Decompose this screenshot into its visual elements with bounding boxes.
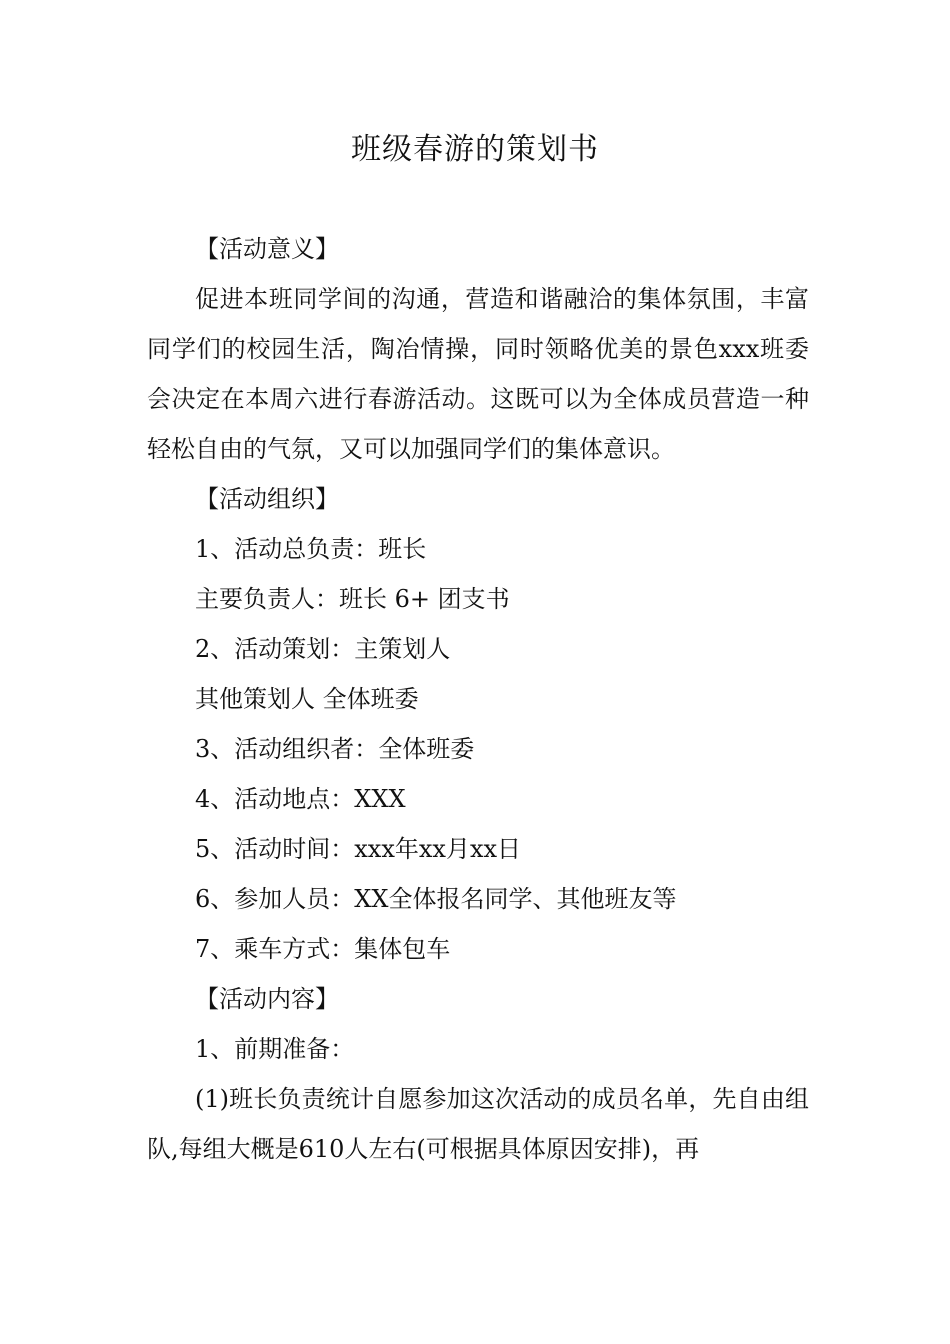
section-heading-content: 【活动内容】 xyxy=(195,985,339,1013)
organization-item: 4、活动地点：XXX xyxy=(195,785,406,813)
organization-item: 3、活动组织者：全体班委 xyxy=(195,735,475,763)
meaning-paragraph: 促进本班同学间的沟通，营造和谐融洽的集体氛围，丰富同学们的校园生活，陶冶情操，同时领略优美的景色xxx班委会决定在本周六进行春游活动。这既可以为全体成员营造一种轻松自由的气氛，又可以加强同学们的集体意识。 xyxy=(147,285,809,463)
organization-item: 5、活动时间：xxx年xx月xx日 xyxy=(195,835,522,863)
organization-item: 主要负责人：班长 6+ 团支书 xyxy=(195,585,510,613)
organization-item: 其他策划人 全体班委 xyxy=(195,685,419,713)
content-paragraph: (1)班长负责统计自愿参加这次活动的成员名单，先自由组队,每组大概是610人左右(可根据具体原因安排)，再 xyxy=(147,1085,809,1163)
content-item: 1、前期准备： xyxy=(195,1035,355,1063)
organization-item: 7、乘车方式：集体包车 xyxy=(195,935,451,963)
document-title: 班级春游的策划书 xyxy=(351,132,599,167)
organization-item: 2、活动策划：主策划人 xyxy=(195,635,451,663)
section-heading-organization: 【活动组织】 xyxy=(195,485,339,513)
document-body xyxy=(147,224,809,1174)
organization-item: 1、活动总负责：班长 xyxy=(195,535,427,563)
organization-item: 6、参加人员：XX全体报名同学、其他班友等 xyxy=(195,885,677,913)
section-heading-meaning: 【活动意义】 xyxy=(195,235,339,263)
